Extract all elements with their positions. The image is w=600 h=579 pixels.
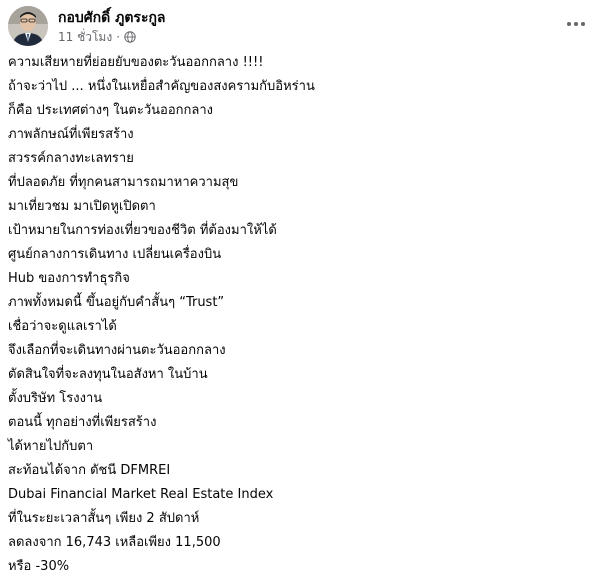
post-line: ได้หายไปกับตา xyxy=(8,439,94,454)
globe-icon[interactable] xyxy=(124,31,136,43)
post-line: ตอนนี้ ทุกอย่างที่เพียรสร้าง xyxy=(8,415,157,430)
post-line: Dubai Financial Market Real Estate Index xyxy=(8,487,274,502)
more-options-button[interactable] xyxy=(558,10,594,38)
post-line: ตัดสินใจที่จะลงทุนในอสังหา ในบ้าน xyxy=(8,367,208,382)
post-body xyxy=(8,51,592,579)
post-timestamp[interactable]: 11 ชั่วโมง xyxy=(58,29,113,44)
post-line: ก็คือ ประเทศต่างๆ ในตะวันออกกลาง xyxy=(8,103,214,118)
post-line: ที่ในระยะเวลาสั้นๆ เพียง 2 สัปดาห์ xyxy=(8,511,200,526)
author-name[interactable]: กอบศักดิ์ ภูตระกูล xyxy=(58,10,166,26)
post-line: สวรรค์กลางทะเลทราย xyxy=(8,151,134,166)
post-line: ที่ปลอดภัย ที่ทุกคนสามารถมาหาความสุข xyxy=(8,175,239,190)
post-line: ภาพทั้งหมดนี้ ขึ้นอยู่กับคำสั้นๆ “Trust” xyxy=(8,295,225,310)
post-meta xyxy=(58,29,136,45)
post-line: ภาพลักษณ์ที่เพียรสร้าง xyxy=(8,127,134,142)
post-line: เป้าหมายในการท่องเที่ยวของชีวิต ที่ต้องมาให้ได้ xyxy=(8,223,277,238)
meta-separator: · xyxy=(116,30,121,44)
more-horizontal-icon xyxy=(566,21,586,27)
post-line: เชื่อว่าจะดูแลเราได้ xyxy=(8,319,117,334)
post-line: มาเที่ยวชม มาเปิดหูเปิดตา xyxy=(8,199,156,214)
post-line: ตั้งบริษัท โรงงาน xyxy=(8,391,103,406)
post-line: ถ้าจะว่าไป ... หนึ่งในเหยื่อสำคัญของสงครามกับอิหร่าน xyxy=(8,79,315,94)
post-line: จึงเลือกที่จะเดินทางผ่านตะวันออกกลาง xyxy=(8,343,226,358)
post-line: ศูนย์กลางการเดินทาง เปลี่ยนเครื่องบิน xyxy=(8,247,222,262)
post-line: หรือ -30% xyxy=(8,559,70,574)
post-line: สะท้อนได้จาก ดัชนี DFMREI xyxy=(8,463,171,478)
avatar[interactable] xyxy=(8,6,48,46)
avatar-photo xyxy=(8,6,48,46)
post-line: Hub ของการทำธุรกิจ xyxy=(8,271,130,286)
post-line: ลดลงจาก 16,743 เหลือเพียง 11,500 xyxy=(8,535,221,550)
post-line: ความเสียหายที่ย่อยยับของตะวันออกกลาง !!!! xyxy=(8,55,264,70)
post-header xyxy=(0,0,600,50)
